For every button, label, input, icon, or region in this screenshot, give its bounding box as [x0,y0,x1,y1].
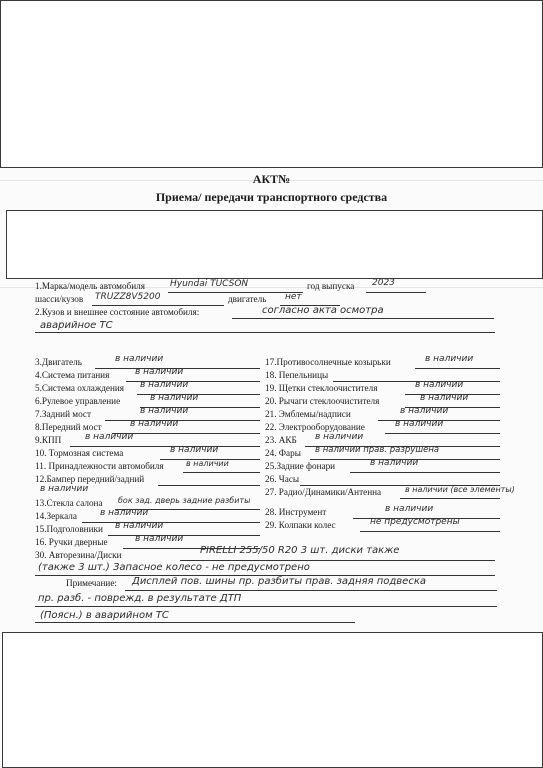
item-sun-visors-value: в наличии [425,354,474,364]
item-headlights-value: в наличии прав. разрушена [315,445,440,455]
year-underline [366,292,426,293]
item-electrical-underline [385,433,500,434]
item-wiper-arms-label: 20. Рычаги стеклоочистителя [265,396,380,406]
item-hubcaps-underline [360,531,500,532]
item-sun-visors-label: 17.Противосолнечные козырьки [265,357,391,367]
item-tires-underline [180,560,495,561]
item-wiper-arms-value: в наличии [420,393,469,403]
item-tires-label: 30. Авторезина/Диски [35,550,122,560]
item-rear-axle-underline [105,420,260,421]
item-mirrors-underline [82,522,260,523]
item-ashtrays-label: 18. Пепельницы [265,370,329,380]
item-bumper-label: 12.Бампер передний/задний [35,474,145,484]
notes-underline-3 [35,622,355,623]
item-sun-visors-underline [415,368,500,369]
item-fuel-value: в наличии [135,367,184,377]
item-radio-value: в наличии (все элементы) [405,485,515,494]
item-hubcaps-label: 29. Колпаки колес [265,520,336,530]
item-fuel-label: 4.Система питания [35,370,110,380]
item-tail-lights-underline [350,472,500,473]
item-engine-value: в наличии [115,354,164,364]
item-front-axle-label: 8.Передний мост [35,422,102,432]
item-radio-underline [400,498,500,499]
item-tail-lights-value: в наличии [370,458,419,468]
item-mirrors-value: в наличии [100,508,149,518]
item-headlights-label: 24. Фары [265,448,301,458]
item-radio-label: 27. Радио/Динамики/Антенна [265,487,382,497]
engine-number-value: нет [285,292,302,302]
item-bumper-value: в наличии [40,484,89,494]
item-steering-value: в наличии [150,393,199,403]
notes-line-1: Дисплей пов. шины пр. разбиты прав. задняя подвеска [132,576,426,587]
item-engine-label: 3.Двигатель [35,357,82,367]
item-front-axle-value: в наличии [130,419,179,429]
item-brakes-value: в наличии [170,445,219,455]
item-battery-label: 23. АКБ [265,435,297,445]
item-wiper-blades-value: в наличии [415,380,464,390]
item-mirrors-label: 14.Зеркала [35,511,77,521]
item-front-axle-underline [112,433,260,434]
item-hubcaps-value: не предусмотрены [370,517,460,527]
body-condition-underline-2 [35,332,495,333]
item-emblems-label: 21. Эмблемы/надписи [265,409,351,419]
chassis-value: TRUZZ8V5200 [95,292,161,302]
item-tools-label: 28. Инструмент [265,507,327,517]
redacted-block-top [0,0,543,168]
year-label: год выпуска [307,281,355,291]
item-brakes-label: 10. Тормозная система [35,448,124,458]
year-value: 2023 [372,278,395,288]
body-condition-label: 2.Кузов и внешнее состояние автомобиля: [35,307,200,317]
item-electrical-label: 22. Электрооборудование [265,422,365,432]
chassis-label: шасси/кузов [35,294,84,304]
item-gearbox-underline [70,446,260,447]
notes-label: Примечание: [66,578,117,588]
item-tail-lights-label: 25.Задние фонари [265,461,336,471]
item-gearbox-label: 9.КПП [35,435,62,445]
item-glass-label: 13.Стекла салона [35,498,103,508]
make-model-underline [168,292,303,293]
item-tools-value: в наличии [385,504,434,514]
item-cooling-label: 5.Система охлаждения [35,383,125,393]
item-rear-axle-label: 7.Задний мост [35,409,92,419]
item-headrests-underline [108,535,260,536]
make-model-value: Hyundai TUCSON [170,279,249,289]
item-rear-axle-value: в наличии [140,406,189,416]
make-model-label: 1.Марка/модель автомобиля [35,281,145,291]
item-tires-extra: (также 3 шт.) Запасное колесо - не предусмотрено [38,562,310,573]
notes-line-2: пр. разб. - поврежд. в результате ДТП [38,593,242,604]
item-cooling-value: в наличии [140,380,189,390]
document-subtitle: Приема/ передачи транспортного средства [155,190,388,204]
item-headrests-value: в наличии [115,521,164,531]
notes-underline-2 [35,606,497,607]
item-clock-label: 26. Часы [265,474,300,484]
item-battery-value: в наличии [315,432,364,442]
engine-number-label: двигатель [228,294,267,304]
item-door-handles-value: в наличии [135,534,184,544]
redacted-block-middle [6,210,543,279]
notes-line-3: (Поясн.) в аварийном ТС [40,610,169,621]
item-door-handles-label: 16. Ручки дверные [35,537,108,547]
redacted-block-bottom [2,632,543,768]
item-bumper-underline [158,485,260,486]
item-accessories-value: в наличии [186,459,229,468]
item-headrests-label: 15.Подголовники [35,524,103,534]
item-accessories-underline [183,472,260,473]
item-electrical-value: в наличии [395,419,444,429]
body-condition-value: согласно акта осмотра [262,305,384,316]
item-accessories-label: 11. Принадлежности автомобиля [35,461,164,471]
document-title: АКТ№ [252,172,291,186]
notes-underline-1 [125,590,497,591]
item-emblems-value: в наличии [400,406,449,416]
chassis-underline [92,305,224,306]
item-steering-label: 6.Рулевое управление [35,396,121,406]
item-glass-value: бок зад. дверь задние разбиты [118,496,251,505]
item-gearbox-value: в наличии [85,432,134,442]
item-wiper-blades-label: 19. Щетки стеклоочистителя [265,383,378,393]
item-tires-value: PIRELLI 255/50 R20 3 шт. диски также [200,545,400,556]
body-condition-value-2: аварийное ТС [40,320,113,331]
body-condition-underline [232,318,494,319]
